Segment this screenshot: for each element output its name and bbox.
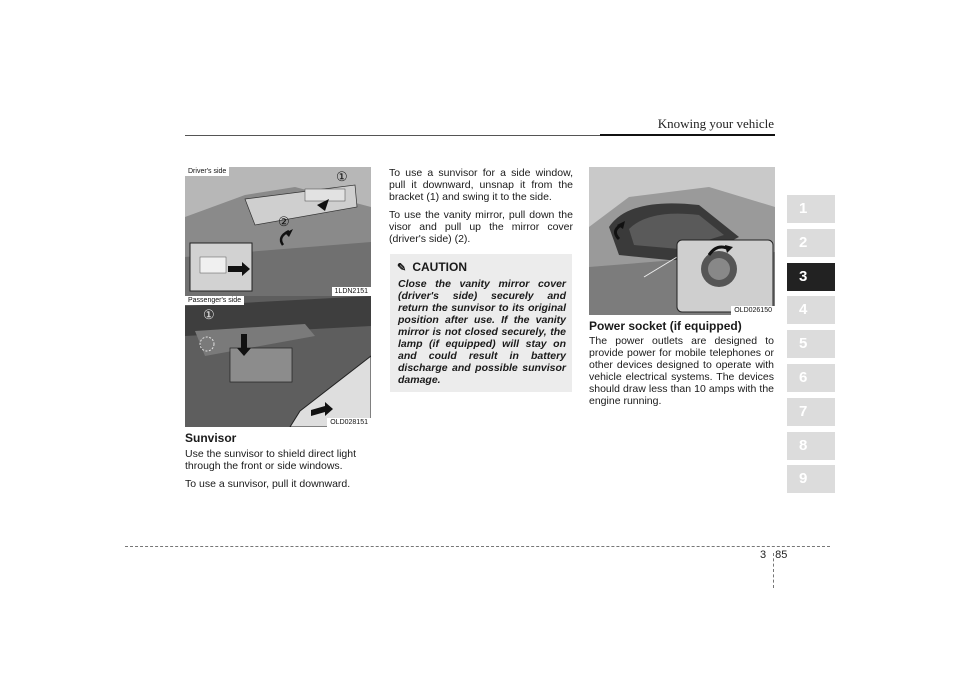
chapter-tab-7[interactable]: 7 [787, 398, 835, 426]
figure-code: OLD026150 [731, 306, 775, 315]
caution-title: CAUTION [412, 260, 468, 274]
footer-rule [125, 546, 830, 547]
power-socket-figure [589, 167, 775, 315]
power-socket-heading: Power socket (if equipped) [589, 319, 742, 333]
sunvisor-paragraph-2: To use a sunvisor, pull it downward. [185, 478, 351, 490]
caution-body: Close the vanity mirror cover (driver's side) securely and return the sunvisor to its original position after use. If the vanity mirror is not closed securely, the lamp (if equipped) will stay on and could result in battery discharge and possible sunvisor damage. [398, 278, 566, 386]
chapter-tab-1[interactable]: 1 [787, 195, 835, 223]
caution-heading [397, 260, 467, 274]
chapter-tab-6[interactable]: 6 [787, 364, 835, 392]
driver-side-illustration [185, 167, 371, 296]
chapter-number: 3 [760, 549, 767, 561]
marker-1: ① [336, 169, 348, 184]
chapter-tabs [787, 195, 835, 499]
page-number [760, 549, 787, 561]
sunvisor-heading: Sunvisor [185, 431, 237, 445]
sunvisor-text [185, 448, 372, 496]
power-socket-illustration [589, 167, 775, 315]
passenger-side-label: Passenger's side [185, 296, 244, 305]
driver-side-sunvisor-figure [185, 167, 371, 296]
chapter-tab-3[interactable]: 3 [787, 263, 835, 291]
vanity-mirror-paragraph: To use the vanity mirror, pull down the visor and pull up the mirror cover (driver's side) (2). [389, 209, 573, 245]
side-window-paragraph: To use a sunvisor for a side window, pull it downward, unsnap it from the bracket (1) and swing it to the side. [389, 167, 573, 203]
middle-column-text [389, 167, 573, 251]
chapter-tab-5[interactable]: 5 [787, 330, 835, 358]
figure-code: 1LDN2151 [332, 287, 371, 296]
chapter-tab-2[interactable]: 2 [787, 229, 835, 257]
marker-1: ① [203, 307, 215, 322]
pen-icon: ✎ [397, 262, 407, 274]
chapter-tab-8[interactable]: 8 [787, 432, 835, 460]
caution-box [390, 254, 572, 392]
page-number-value: 85 [775, 549, 788, 561]
power-socket-paragraph: The power outlets are designed to provide power for mobile telephones or other devices designed to operate with vehicle electrical systems. The devices should draw less than 10 amps with the engine running. [589, 335, 774, 407]
driver-side-label: Driver's side [185, 167, 229, 176]
sunvisor-paragraph-1: Use the sunvisor to shield direct light through the front or side windows. [185, 448, 356, 472]
figure-code: OLD028151 [327, 418, 371, 427]
header-rule-accent [600, 134, 775, 136]
chapter-tab-9[interactable]: 9 [787, 465, 835, 493]
marker-2: ② [278, 214, 290, 229]
header-title: Knowing your vehicle [657, 116, 774, 131]
chapter-tab-4[interactable]: 4 [787, 296, 835, 324]
passenger-side-sunvisor-figure [185, 296, 371, 427]
power-socket-text [589, 335, 774, 413]
